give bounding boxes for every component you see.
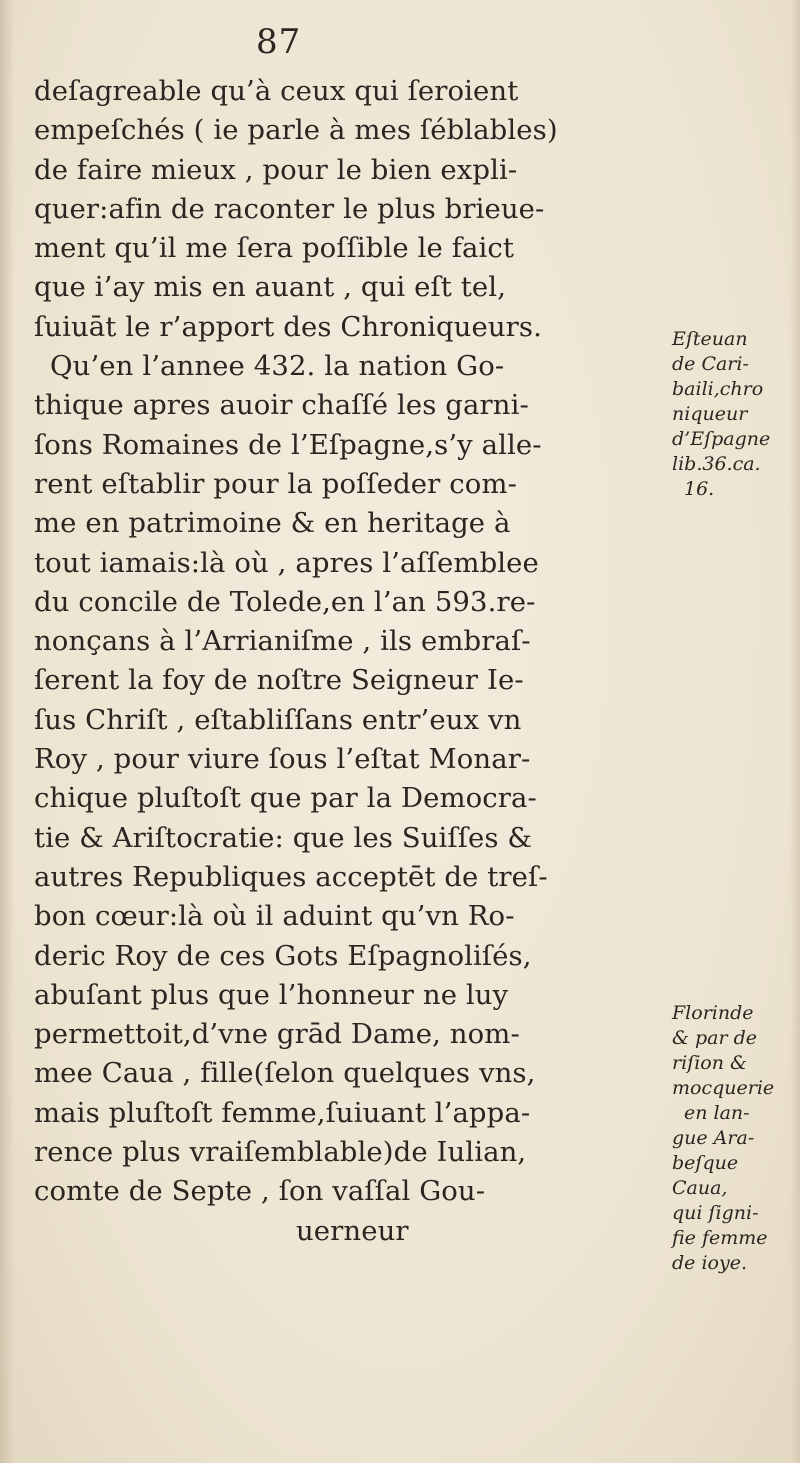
margin-note: Eſteuan — [672, 328, 748, 350]
body-line: deſagreable qu’à ceux qui ſeroient — [34, 75, 519, 107]
body-line: rent eſtablir pour la poſſeder com- — [34, 467, 517, 500]
body-line: deric Roy de ces Gots Eſpagnoliſés, — [34, 939, 532, 972]
margin-note: 16. — [684, 478, 715, 500]
body-line: quer:afin de raconter le plus brieue- — [34, 192, 545, 225]
body-line: Qu’en l’annee 432. la nation Go- — [50, 350, 505, 383]
margin-note: de ioye. — [672, 1252, 747, 1274]
margin-note: en lan- — [684, 1102, 750, 1124]
margin-note: niqueur — [672, 403, 748, 425]
body-line: du concile de Tolede,en l’an 593.re- — [34, 585, 536, 618]
body-line: ſerent la foy de noſtre Seigneur Ie- — [34, 664, 524, 697]
body-line: ſuiuāt le r’apport des Chroniqueurs. — [34, 310, 542, 343]
margin-note: d’Eſpagne — [672, 428, 771, 450]
body-line: tie & Ariſtocratie: que les Suiſſes & — [34, 821, 533, 854]
margin-note: riſion & — [672, 1052, 747, 1074]
margin-note: beſque — [672, 1152, 739, 1174]
body-line: empeſchés ( ie parle à mes ſéblables) — [34, 114, 558, 147]
body-line: ſons Romaines de l’Eſpagne,s’y alle- — [34, 428, 542, 461]
margin-note: gue Ara- — [672, 1127, 755, 1149]
margin-note: qui ſigni- — [672, 1202, 759, 1224]
page-number: 87 — [256, 22, 302, 62]
margin-note: fie femme — [672, 1227, 768, 1249]
page-left-shadow — [0, 0, 14, 1463]
body-line-catchword: uerneur — [296, 1214, 409, 1247]
body-line: rence plus vraiſemblable)de Iulian, — [34, 1136, 527, 1169]
body-text — [34, 72, 594, 1251]
body-line: bon cœur:là où il aduint qu’vn Ro- — [34, 900, 515, 933]
margin-note: lib.36.ca. — [672, 453, 761, 475]
body-line: Roy , pour viure ſous l’eſtat Monar- — [34, 743, 531, 776]
body-line: ment qu’il me ſera poſſible le faict — [34, 232, 515, 265]
margin-note: de Cari- — [672, 353, 749, 375]
body-line: mais pluſtoſt femme,ſuiuant l’appa- — [34, 1096, 531, 1129]
body-line: thique apres auoir chaſſé les garni- — [34, 389, 529, 422]
margin-note: Florinde — [672, 1002, 754, 1024]
margin-note: mocquerie — [672, 1077, 775, 1099]
body-line: me en patrimoine & en heritage à — [34, 507, 511, 540]
body-line: autres Republiques acceptēt de treſ- — [34, 860, 548, 893]
margin-note: & par de — [672, 1027, 757, 1049]
body-line: chique pluſtoſt que par la Democra- — [34, 782, 537, 815]
body-line: que i’ay mis en auant , qui eſt tel, — [34, 271, 507, 304]
margin-note: baili,chro — [672, 378, 764, 400]
body-line: nonçans à l’Arrianiſme , ils embraſ- — [34, 625, 531, 658]
margin-notes — [672, 0, 792, 1463]
margin-note: Caua, — [672, 1177, 728, 1199]
body-line: comte de Septe , ſon vaſſal Gou- — [34, 1175, 486, 1208]
body-line: permettoit,d’vne grād Dame, nom- — [34, 1018, 520, 1051]
body-line: tout iamais:là où , apres l’aſſemblee — [34, 546, 539, 579]
body-line: abuſant plus que l’honneur ne luy — [34, 978, 509, 1011]
body-line: de faire mieux , pour le bien expli- — [34, 153, 518, 186]
body-line: mee Caua , fille(ſelon quelques vns, — [34, 1057, 536, 1090]
body-line: ſus Chriſt , eſtabliſſans entr’eux vn — [34, 703, 522, 736]
